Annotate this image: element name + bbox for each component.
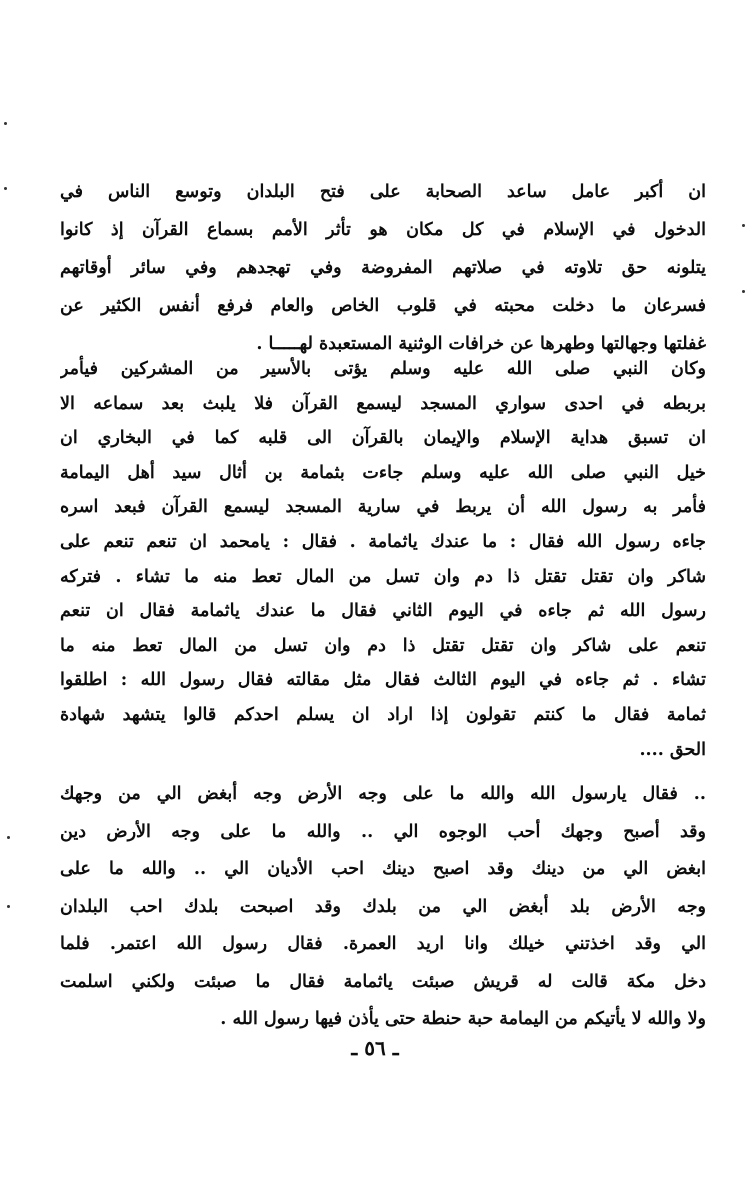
scan-speck [4, 122, 7, 125]
paragraph-3-line: دخل مكة قالت له قريش صبئت ياثمامة فقال ما صبئت ولكني اسلمت [60, 971, 706, 992]
paragraph-1-line: فسرعان ما دخلت محبته في قلوب الخاص والعام فرفع أنفس الكثير عن [60, 296, 706, 316]
paragraph-3-line: .. فقال يارسول الله والله ما على وجه الأرض وجه أبغض الي من وجهك [60, 784, 706, 804]
paragraph-2-line: ان تسبق هداية الإسلام والإيمان بالقرآن الى قلبه كما في البخاري ان [60, 428, 706, 449]
paragraph-2-line: شاكر وان تقتل تقتل ذا دم وان تسل من المال تعط منه ما تشاء . فتركه [60, 566, 706, 587]
paragraph-2-line: تشاء . ثم جاءه في اليوم الثالث فقال مثل مقالته فقال رسول الله : اطلقوا [60, 670, 706, 691]
paragraph-2-line: بربطه في احدى سواري المسجد ليسمع القرآن فلا يلبث بعد سماعه الا [60, 393, 706, 414]
paragraph-3-line: ابغض الي من دينك وقد اصبح دينك احب الأديان الي .. والله ما على [60, 859, 706, 879]
paragraph-3-line: وقد أصبح وجهك أحب الوجوه الي .. والله ما على وجه الأرض دين [60, 821, 706, 842]
paragraph-2 [60, 352, 706, 767]
paragraph-1-line: غفلتها وجهالتها وطهرها عن خرافات الوثنية المستعبدة لهـــــا . [256, 334, 706, 354]
page-number: ـ ٥٦ ـ [351, 1036, 399, 1060]
paragraph-2-line: ثمامة فقال ما كنتم تقولون إذا اراد ان يسلم احدكم قالوا يتشهد شهادة [60, 704, 706, 725]
paragraph-2-line: خيل النبي صلى الله عليه وسلم جاءت بثمامة بن أثال سيد أهل اليمامة [60, 462, 706, 483]
paragraph-3 [60, 776, 706, 1039]
paragraph-2-line: رسول الله ثم جاءه في اليوم الثاني فقال ما عندك ياثمامة فقال ان تنعم [60, 601, 706, 622]
paragraph-3-line: ولا والله لا يأتيكم من اليمامة حبة حنطة حتى يأذن فيها رسول الله . [220, 1009, 706, 1029]
scan-speck [7, 836, 10, 839]
paragraph-1 [60, 173, 706, 363]
paragraph-2-line: الحق .... [639, 739, 706, 760]
paragraph-2-line: جاءه رسول الله فقال : ما عندك ياثمامة . فقال : يامحمد ان تنعم تنعم على [60, 531, 706, 552]
paragraph-3-line: الي وقد اخذتني خيلك وانا اريد العمرة. فقال رسول الله اعتمر. فلما [60, 934, 706, 954]
scan-speck [4, 187, 7, 190]
paragraph-1-line: يتلونه حق تلاوته في صلاتهم المفروضة وفي تهجدهم وفي سائر أوقاتهم [60, 258, 706, 278]
paragraph-1-line: ان أكبر عامل ساعد الصحابة على فتح البلدان وتوسع الناس في [60, 182, 706, 202]
scan-speck [7, 905, 10, 908]
scan-speck [742, 224, 745, 227]
scan-speck [742, 290, 745, 293]
paragraph-2-line: وكان النبي صلى الله عليه وسلم يؤتى بالأسير من المشركين فيأمر [60, 359, 706, 379]
paragraph-2-line: تنعم على شاكر وان تقتل تقتل ذا دم وان تسل من المال تعط منه ما [60, 635, 706, 656]
paragraph-2-line: فأمر به رسول الله أن يربط في سارية المسجد ليسمع القرآن فبعد اسره [60, 497, 706, 518]
paragraph-1-line: الدخول في الإسلام في كل مكان هو تأثر الأمم بسماع القرآن إذ كانوا [60, 220, 706, 240]
paragraph-3-line: وجه الأرض بلد أبغض الي من بلدك وقد اصبحت بلدك احب البلدان [60, 896, 706, 917]
